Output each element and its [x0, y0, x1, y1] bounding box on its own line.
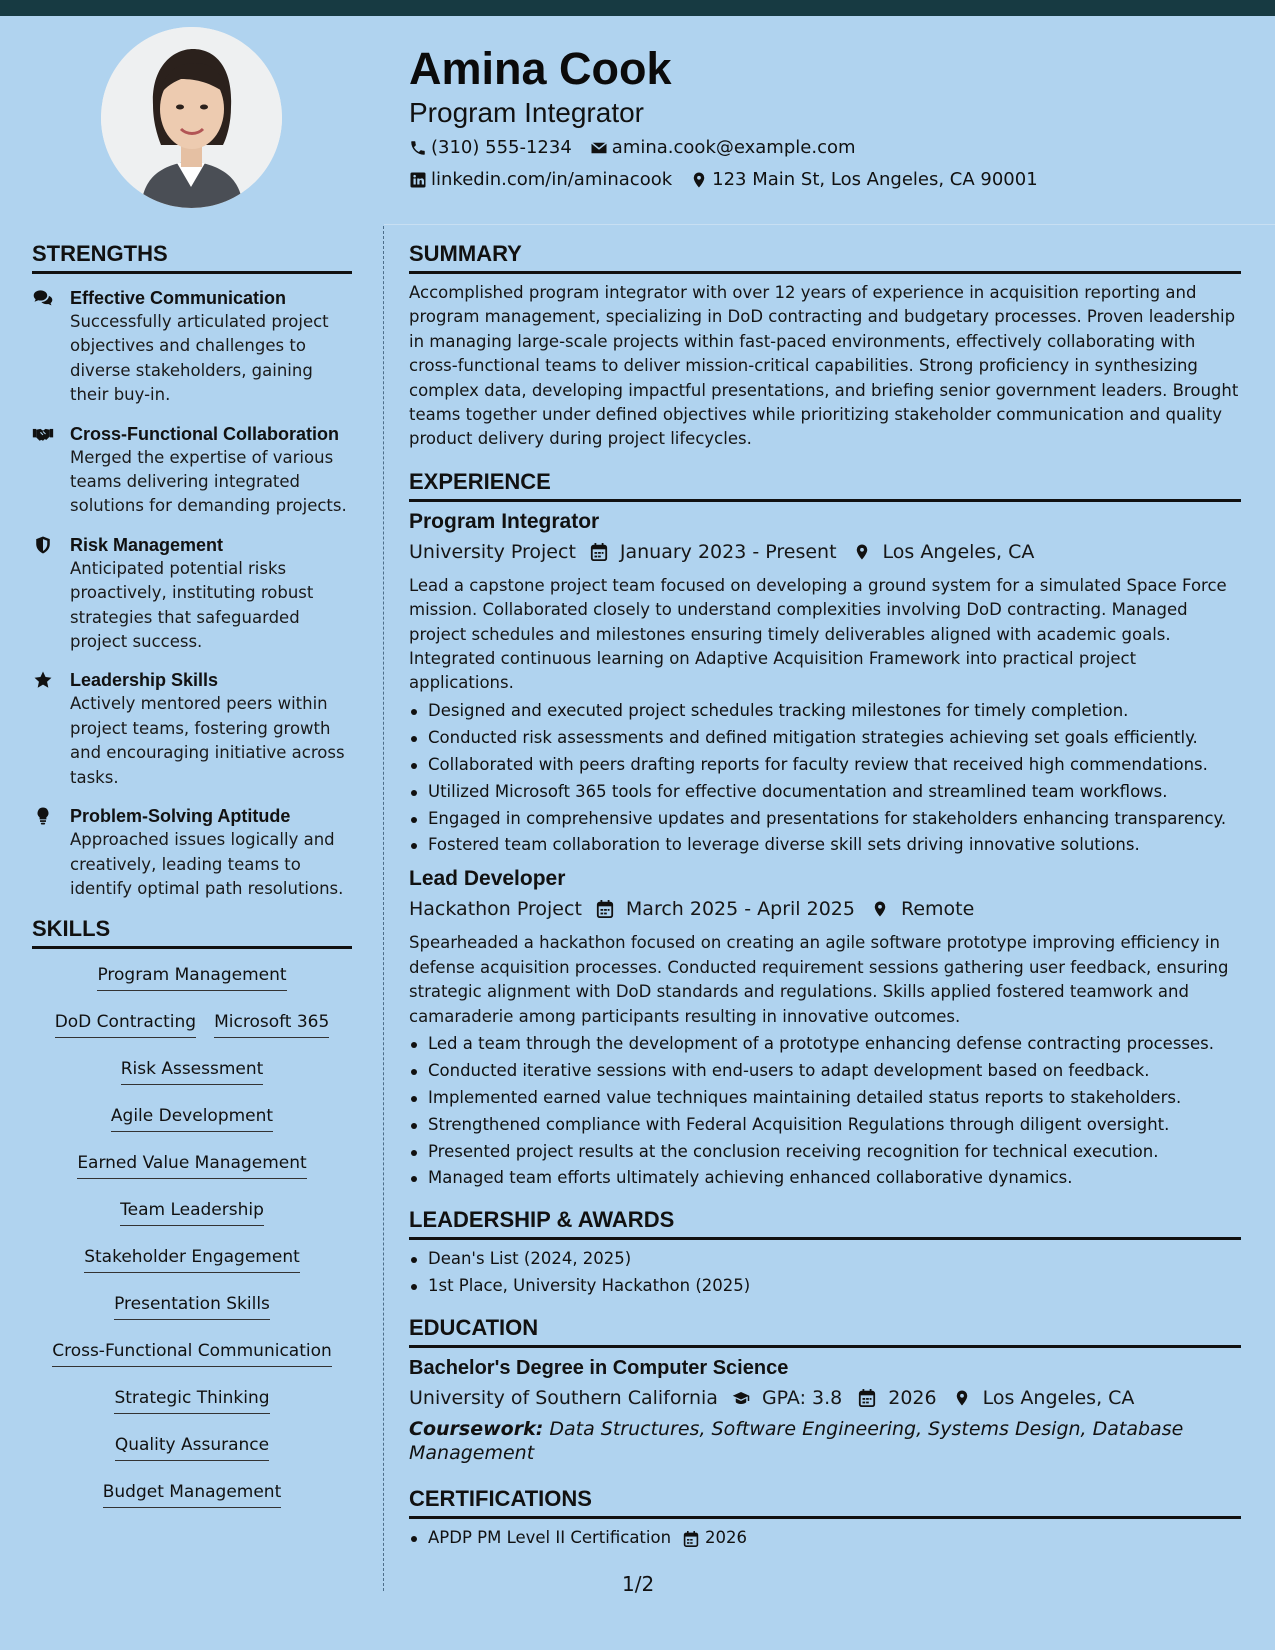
candidate-title: Program Integrator — [409, 97, 644, 128]
skill-tag: Agile Development — [111, 1104, 273, 1132]
skill-tag: Presentation Skills — [114, 1292, 270, 1320]
calendar-icon — [683, 1529, 703, 1549]
job-title: Program Integrator — [409, 509, 600, 533]
skill-tag: Budget Management — [103, 1480, 282, 1508]
header-divider — [384, 224, 1275, 225]
strengths-rule — [32, 271, 352, 274]
coursework — [409, 1417, 1241, 1465]
phone-number: (310) 555-1234 — [431, 137, 572, 158]
awards-heading: LEADERSHIP & AWARDS — [409, 1207, 675, 1233]
skill-row — [32, 1339, 352, 1367]
map-pin-icon — [869, 898, 891, 920]
strength-title: Leadership Skills — [70, 670, 219, 691]
coursework-list: Data Structures, Software Engineering, Systems Design, Database Management — [409, 1418, 1184, 1465]
skill-tag: Team Leadership — [120, 1198, 264, 1226]
education-meta — [409, 1384, 1241, 1412]
strengths-list — [32, 286, 352, 901]
job-entry — [409, 865, 1241, 1192]
strengths-heading: STRENGTHS — [32, 241, 168, 266]
star-icon — [32, 668, 70, 790]
envelope-icon — [590, 139, 608, 157]
skill-row — [32, 1480, 352, 1508]
skill-row — [32, 1292, 352, 1320]
strength-item — [32, 422, 352, 519]
job-title: Lead Developer — [409, 867, 566, 891]
profile-photo — [101, 27, 282, 208]
strength-title: Risk Management — [70, 534, 224, 555]
strength-title: Problem-Solving Aptitude — [70, 806, 291, 827]
school-location: Los Angeles, CA — [982, 1387, 1135, 1410]
linkedin-url: linkedin.com/in/aminacook — [431, 169, 673, 190]
experience-heading: EXPERIENCE — [409, 468, 551, 494]
summary-text: Accomplished program integrator with over 12 years of experience in acquisition reporting and program management, specializing in DoD contracting and budgetary processes. Proven leadership in managing large-scale projects within fast-paced environments, effectively collaborating with cross-functional teams to deliver mission-critical capabilities. Strong proficiency in synthesizing complex data, developing impactful presentations, and briefing senior government leaders. Brought teams together under defined objectives while prioritizing stakeholder communication and quality product delivery during project lifecycles. — [409, 283, 1239, 449]
contact-row-2 — [409, 168, 1249, 192]
job-meta — [409, 895, 1241, 923]
job-organization: Hackathon Project — [409, 898, 582, 921]
list-item: Led a team through the development of a prototype enhancing defense contracting processes. — [409, 1031, 1241, 1058]
list-item: Dean's List (2024, 2025) — [409, 1246, 1241, 1273]
skill-row — [32, 963, 352, 991]
list-item: Collaborated with peers drafting reports for faculty review that received high commendations. — [409, 752, 1241, 779]
experience-rule — [409, 499, 1241, 502]
strength-item — [32, 804, 352, 901]
skill-row — [32, 1151, 352, 1179]
map-pin-icon — [851, 541, 873, 563]
summary-rule — [409, 271, 1241, 274]
strength-description: Approached issues logically and creatively, leading teams to identify optimal path resolutions. — [70, 830, 344, 898]
skill-tag: DoD Contracting — [55, 1010, 196, 1038]
skills-rule — [32, 946, 352, 949]
right-column — [409, 240, 1241, 1552]
email-address: amina.cook@example.com — [611, 137, 856, 158]
strength-title: Cross-Functional Collaboration — [70, 423, 340, 444]
job-bullets — [409, 698, 1241, 859]
email-contact[interactable] — [590, 136, 856, 160]
education-heading: EDUCATION — [409, 1315, 539, 1341]
skill-row — [32, 1245, 352, 1273]
candidate-name: Amina Cook — [409, 43, 672, 94]
skill-tag: Earned Value Management — [77, 1151, 306, 1179]
graduation-year: 2026 — [888, 1387, 937, 1410]
linkedin-icon — [409, 171, 427, 189]
address-contact — [690, 168, 1038, 192]
list-item: Strengthened compliance with Federal Acquisition Regulations through diligent oversight. — [409, 1112, 1241, 1139]
avatar — [101, 27, 282, 208]
list-item: Managed team efforts ultimately achieving enhanced collaborative dynamics. — [409, 1165, 1241, 1192]
map-pin-icon — [690, 171, 708, 189]
skill-tag: Strategic Thinking — [114, 1386, 269, 1414]
job-bullets — [409, 1031, 1241, 1192]
certification-year: 2026 — [705, 1528, 748, 1548]
strength-description: Successfully articulated project objectives and challenges to diverse stakeholders, gaining their buy-in. — [70, 312, 329, 405]
strength-item — [32, 668, 352, 790]
education-rule — [409, 1345, 1241, 1348]
skill-tag: Microsoft 365 — [214, 1010, 329, 1038]
list-item: Designed and executed project schedules tracking milestones for timely completion. — [409, 698, 1241, 725]
skill-row — [32, 1386, 352, 1414]
coursework-label: Coursework: — [409, 1418, 544, 1441]
skill-row — [32, 1433, 352, 1461]
skill-row — [32, 1057, 352, 1085]
job-dates: March 2025 - April 2025 — [625, 898, 855, 921]
phone-contact[interactable] — [409, 136, 572, 160]
job-location: Los Angeles, CA — [882, 540, 1035, 563]
awards-list — [409, 1246, 1241, 1300]
handshake-icon — [32, 422, 70, 519]
list-item: Engaged in comprehensive updates and presentations for stakeholders enhancing transparency. — [409, 806, 1241, 833]
calendar-icon — [856, 1387, 878, 1409]
lightbulb-icon — [32, 804, 70, 901]
skill-tag: Risk Assessment — [121, 1057, 264, 1085]
skill-row — [32, 1104, 352, 1132]
list-item: Implemented earned value techniques maintaining detailed status reports to stakeholders. — [409, 1085, 1241, 1112]
skill-tag: Quality Assurance — [115, 1433, 269, 1461]
job-organization: University Project — [409, 540, 576, 563]
skill-row — [32, 1010, 352, 1038]
page-number: 1/2 — [622, 1572, 655, 1596]
skill-tag: Cross-Functional Communication — [52, 1339, 332, 1367]
list-item: Fostered team collaboration to leverage diverse skill sets driving innovative solutions. — [409, 832, 1241, 859]
certifications-rule — [409, 1516, 1241, 1519]
summary-heading: SUMMARY — [409, 241, 522, 266]
skill-tag: Stakeholder Engagement — [84, 1245, 300, 1273]
job-description: Lead a capstone project team focused on developing a ground system for a simulated Space Force mission. Collaborated closely to understand complexities involving DoD contracting. Managed project schedules and milestones ensuring timely deliverables aligned with academic goals. Integrated continuous learning on Adaptive Acquisition Framework into practical project applications. — [409, 575, 1227, 693]
resume-header — [409, 40, 1249, 192]
list-item: Utilized Microsoft 365 tools for effective documentation and streamlined team workflows. — [409, 779, 1241, 806]
certifications-list — [409, 1525, 1241, 1552]
comments-icon — [32, 286, 70, 408]
job-entry — [409, 508, 1241, 859]
list-item — [409, 1525, 1241, 1552]
shield-icon — [32, 533, 70, 655]
awards-rule — [409, 1237, 1241, 1240]
certification-name: APDP PM Level II Certification — [428, 1528, 672, 1548]
strength-description: Actively mentored peers within project teams, fostering growth and encouraging initiative across tasks. — [70, 694, 345, 787]
calendar-icon — [594, 898, 616, 920]
job-dates: January 2023 - Present — [619, 540, 837, 563]
degree-title: Bachelor's Degree in Computer Science — [409, 1357, 789, 1380]
left-column — [32, 240, 352, 1527]
job-location: Remote — [900, 898, 975, 921]
list-item: Conducted risk assessments and defined mitigation strategies achieving set goals efficiently. — [409, 725, 1241, 752]
list-item: 1st Place, University Hackathon (2025) — [409, 1273, 1241, 1300]
phone-icon — [409, 139, 427, 157]
certifications-heading: CERTIFICATIONS — [409, 1486, 592, 1512]
list-item: Presented project results at the conclusion receiving recognition for technical execution. — [409, 1139, 1241, 1166]
calendar-icon — [588, 541, 610, 563]
gpa: GPA: 3.8 — [761, 1387, 843, 1410]
skill-tag: Program Management — [97, 963, 286, 991]
strength-item — [32, 533, 352, 655]
strength-description: Anticipated potential risks proactively, instituting robust strategies that safeguarded project success. — [70, 558, 314, 652]
strength-title: Effective Communication — [70, 288, 287, 308]
skills-list — [32, 963, 352, 1508]
linkedin-contact[interactable] — [409, 168, 672, 192]
job-meta — [409, 538, 1241, 566]
school-name: University of Southern California — [409, 1387, 718, 1410]
address-text: 123 Main St, Los Angeles, CA 90001 — [712, 169, 1038, 190]
contact-row-1 — [409, 136, 1249, 160]
graduation-cap-icon — [730, 1387, 752, 1409]
skill-row — [32, 1198, 352, 1226]
skills-heading: SKILLS — [32, 916, 111, 942]
map-pin-icon — [951, 1387, 973, 1409]
strength-item — [32, 286, 352, 408]
column-divider — [383, 226, 384, 1591]
list-item: Conducted iterative sessions with end-users to adapt development based on feedback. — [409, 1058, 1241, 1085]
strength-description: Merged the expertise of various teams delivering integrated solutions for demanding projects. — [70, 447, 347, 516]
job-description: Spearheaded a hackathon focused on creating an agile software prototype improving efficiency in defense acquisition processes. Conducted requirement sessions gathering user feedback, ensuring strategic alignment with DoD standards and regulations. Skills applied fostered teamwork and camaraderie among participants resulting in innovative outcomes. — [409, 933, 1229, 1026]
top-bar — [0, 0, 1275, 16]
